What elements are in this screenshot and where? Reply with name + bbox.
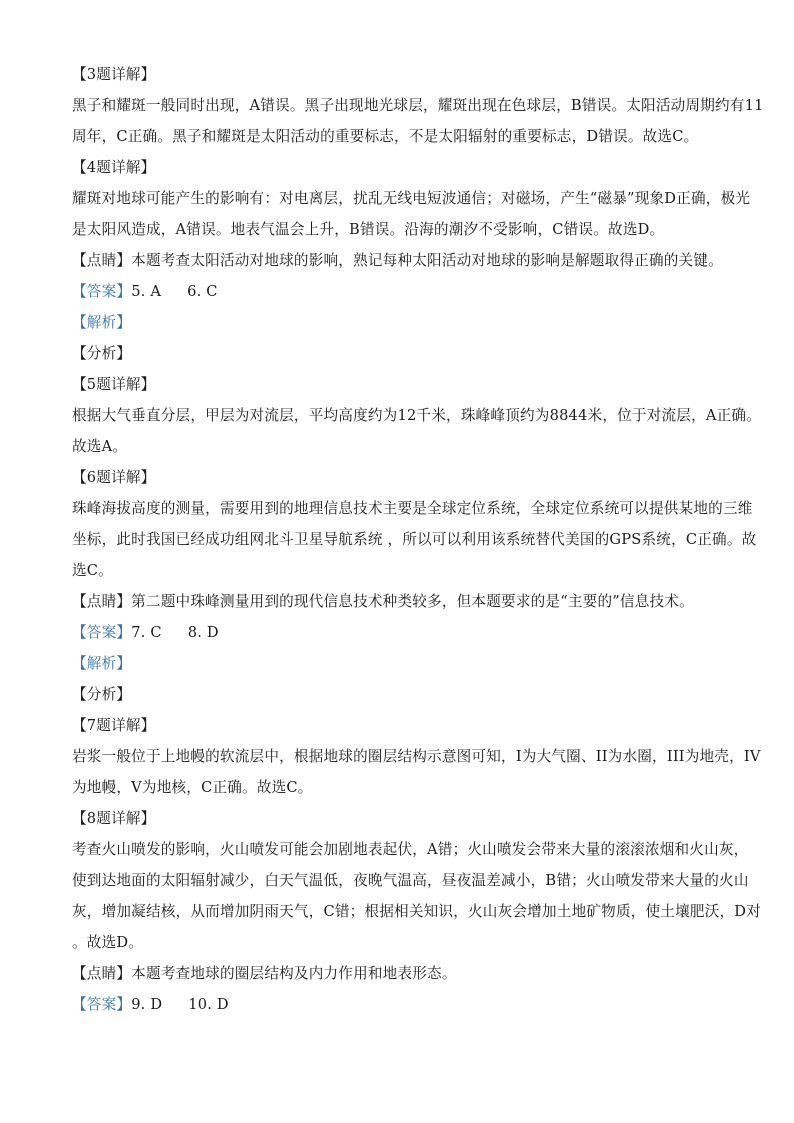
paragraph: 根据大气垂直分层，甲层为对流层，平均高度约为12千米，珠峰峰顶约为8844米，位于对流层，A正确。 — [72, 407, 761, 424]
heading-q7: 【7题详解】 — [72, 717, 156, 734]
answer-line — [72, 989, 724, 1020]
heading-q3: 【3题详解】 — [72, 66, 156, 83]
answer-line — [72, 617, 724, 648]
paragraph: 选C。 — [72, 562, 113, 579]
answer-value: 8. D — [187, 624, 219, 641]
paragraph: 。故选D。 — [72, 934, 144, 951]
section-7-8 — [72, 710, 761, 1020]
section-3-4 — [72, 59, 764, 369]
answer-value: 6. C — [187, 283, 218, 300]
section-5-6 — [72, 369, 761, 710]
jiexi-label: 【解析】 — [72, 655, 132, 672]
heading-q8: 【8题详解】 — [72, 810, 156, 827]
paragraph: 周年，C正确。黑子和耀斑是太阳活动的重要标志，不是太阳辐射的重要标志，D错误。故选C。 — [72, 128, 699, 145]
paragraph: 耀斑对地球可能产生的影响有：对电离层，扰乱无线电短波通信；对磁场，产生“磁暴”现象D正确，极光 — [72, 190, 751, 207]
heading-q6: 【6题详解】 — [72, 469, 156, 486]
dianjing-note: 【点睛】本题考查太阳活动对地球的影响，熟记每种太阳活动对地球的影响是解题取得正确的关键。 — [72, 252, 723, 269]
paragraph: 灰，增加凝结核，从而增加阴雨天气，C错；根据相关知识，火山灰会增加土地矿物质，使土壤肥沃，D对 — [72, 903, 761, 920]
paragraph: 岩浆一般位于上地幔的软流层中，根据地球的圈层结构示意图可知，I为大气圈、II为水圈，III为地壳，IV — [72, 748, 761, 765]
answer-label: 【答案】 — [72, 624, 132, 641]
fenxi-label: 【分析】 — [72, 345, 132, 362]
paragraph: 使到达地面的太阳辐射减少，白天气温低，夜晚气温高，昼夜温差减小，B错；火山喷发带来大量的火山 — [72, 872, 749, 889]
paragraph: 坐标，此时我国已经成功组网北斗卫星导航系统 ，所以可以利用该系统替代美国的GPS系统，C正确。故 — [72, 531, 757, 548]
paragraph: 为地幔，V为地核，C正确。故选C。 — [72, 779, 313, 796]
answer-label: 【答案】 — [72, 283, 132, 300]
paragraph: 珠峰海拔高度的测量，需要用到的地理信息技术主要是全球定位系统，全球定位系统可以提供某地的三维 — [72, 500, 753, 517]
paragraph: 黑子和耀斑一般同时出现，A错误。黑子出现地光球层，耀斑出现在色球层，B错误。太阳活动周期约有11 — [72, 97, 764, 114]
answer-value: 5. A — [131, 283, 162, 300]
fenxi-label: 【分析】 — [72, 686, 132, 703]
answer-value: 7. C — [131, 624, 162, 641]
dianjing-note: 【点睛】本题考查地球的圈层结构及内力作用和地表形态。 — [72, 965, 457, 982]
heading-q4: 【4题详解】 — [72, 159, 156, 176]
paragraph: 故选A。 — [72, 438, 128, 455]
heading-q5: 【5题详解】 — [72, 376, 156, 393]
answer-value: 9. D — [131, 996, 163, 1013]
paragraph: 是太阳风造成，A错误。地表气温会上升，B错误。沿海的潮汐不受影响，C错误。故选D。 — [72, 221, 665, 238]
jiexi-label: 【解析】 — [72, 314, 132, 331]
paragraph: 考查火山喷发的影响，火山喷发可能会加剧地表起伏，A错；火山喷发会带来大量的滚滚浓烟和火山灰， — [72, 841, 749, 858]
answer-label: 【答案】 — [72, 996, 132, 1013]
answer-value: 10. D — [188, 996, 229, 1013]
dianjing-note: 【点睛】第二题中珠峰测量用到的现代信息技术种类较多，但本题要求的是“主要的”信息技术。 — [72, 593, 694, 610]
answer-line — [72, 276, 724, 307]
